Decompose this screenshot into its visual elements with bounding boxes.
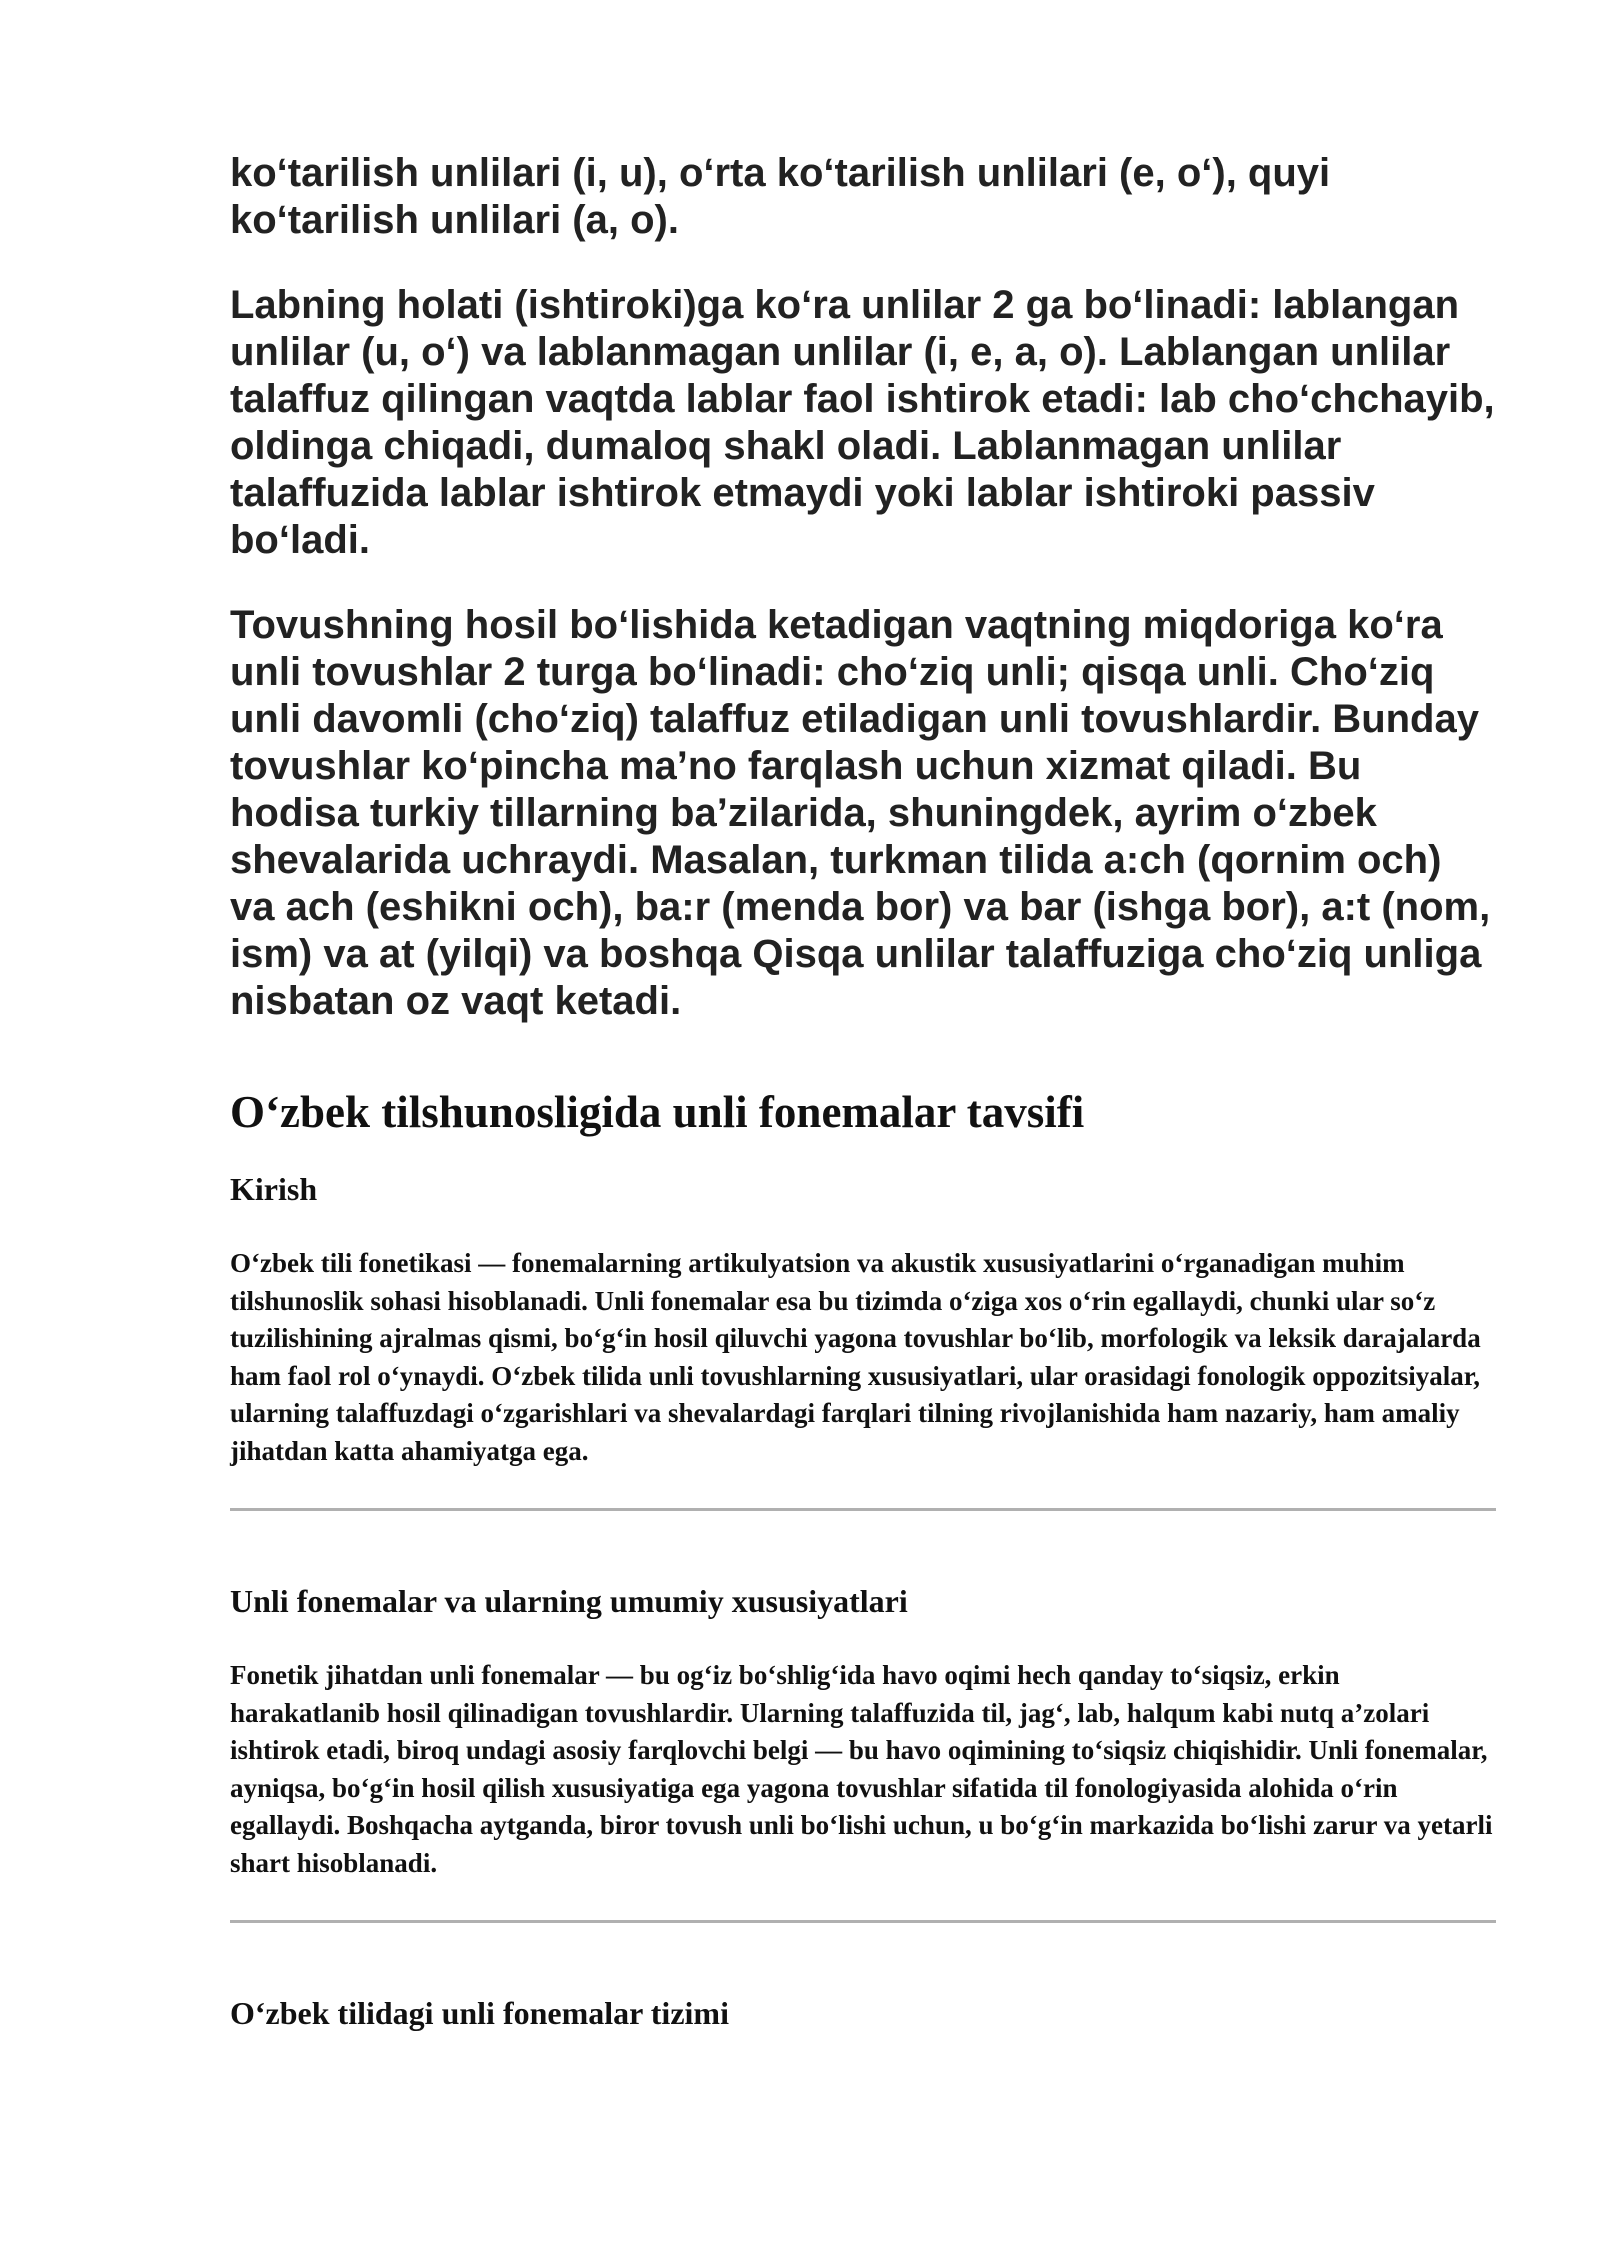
section-heading-general-properties: Unli fonemalar va ularning umumiy xususiyatlari	[230, 1583, 908, 1619]
document-page	[230, 150, 1496, 2069]
intro-paragraph-1: ko‘tarilish unlilari (i, u), o‘rta ko‘tarilish unlilari (e, o‘), quyi ko‘tarilish unlilari (a, o).	[230, 151, 1331, 242]
document-title: O‘zbek tilshunosligida unli fonemalar tavsifi	[230, 1087, 1085, 1137]
intro-paragraph-2: Labning holati (ishtiroki)ga ko‘ra unlilar 2 ga bo‘linadi: lablangan unlilar (u, o‘) va lablanmagan unlilar (i, e, a, o). Lablangan unlilar talaffuz qilingan vaqtda lablar faol ishtirok etadi: lab cho‘chchayib, oldinga chiqadi, dumaloq shakl oladi. Lablanmagan unlilar talaffuzida lablar ishtirok etmaydi yoki lablar ishtiroki passiv bo‘ladi.	[230, 283, 1495, 562]
section-heading-kirish: Kirish	[230, 1171, 318, 1207]
intro-paragraph-3: Tovushning hosil bo‘lishida ketadigan vaqtning miqdoriga ko‘ra unli tovushlar 2 turga bo‘linadi: cho‘ziq unli; qisqa unli. Cho‘ziq unli davomli (cho‘ziq) talaffuz etiladigan unli tovushlardir. Bunday tovushlar ko‘pincha ma’no farqlash uchun xizmat qiladi. Bu hodisa turkiy tillarning ba’zilarida, shuningdek, ayrim o‘zbek shevalarida uchraydi. Masalan, turkman tilida a:ch (qornim och) va ach (eshikni och), ba:r (menda bor) va bar (ishga bor), a:t (nom, ism) va at (yilqi) va boshqa Qisqa unlilar talaffuziga cho‘ziq unliga nisbatan oz vaqt ketadi.	[230, 603, 1491, 1023]
section-divider	[230, 1920, 1496, 1923]
section-body-kirish: O‘zbek tili fonetikasi — fonemalarning artikulyatsion va akustik xususiyatlarini o‘rganadigan muhim tilshunoslik sohasi hisoblanadi. Unli fonemalar esa bu tizimda o‘ziga xos o‘rin egallaydi, chunki ular so‘z tuzilishining ajralmas qismi, bo‘g‘in hosil qiluvchi yagona tovushlar bo‘lib, morfologik va leksik darajalarda ham faol rol o‘ynaydi. O‘zbek tilida unli tovushlarning xususiyatlari, ular orasidagi fonologik oppozitsiyalar, ularning talaffuzdagi o‘zgarishlari va shevalardagi farqlari tilning rivojlanishida ham nazariy, ham amaliy jihatdan katta ahamiyatga ega.	[230, 1248, 1481, 1466]
section-body-general-properties: Fonetik jihatdan unli fonemalar — bu og‘iz bo‘shlig‘ida havo oqimi hech qanday to‘siqsiz, erkin harakatlanib hosil qilinadigan tovushlardir. Ularning talaffuzida til, jag‘, lab, halqum kabi nutq a’zolari ishtirok etadi, biroq undagi asosiy farqlovchi belgi — bu havo oqimining to‘siqsiz chiqishidir. Unli fonemalar, ayniqsa, bo‘g‘in hosil qilish xususiyatiga ega yagona tovushlar sifatida til fonologiyasida alohida o‘rin egallaydi. Boshqacha aytganda, biror tovush unli bo‘lishi uchun, u bo‘g‘in markazida bo‘lishi zarur va yetarli shart hisoblanadi.	[230, 1660, 1493, 1878]
section-divider	[230, 1508, 1496, 1511]
section-heading-vowel-system: O‘zbek tilidagi unli fonemalar tizimi	[230, 1995, 729, 2031]
